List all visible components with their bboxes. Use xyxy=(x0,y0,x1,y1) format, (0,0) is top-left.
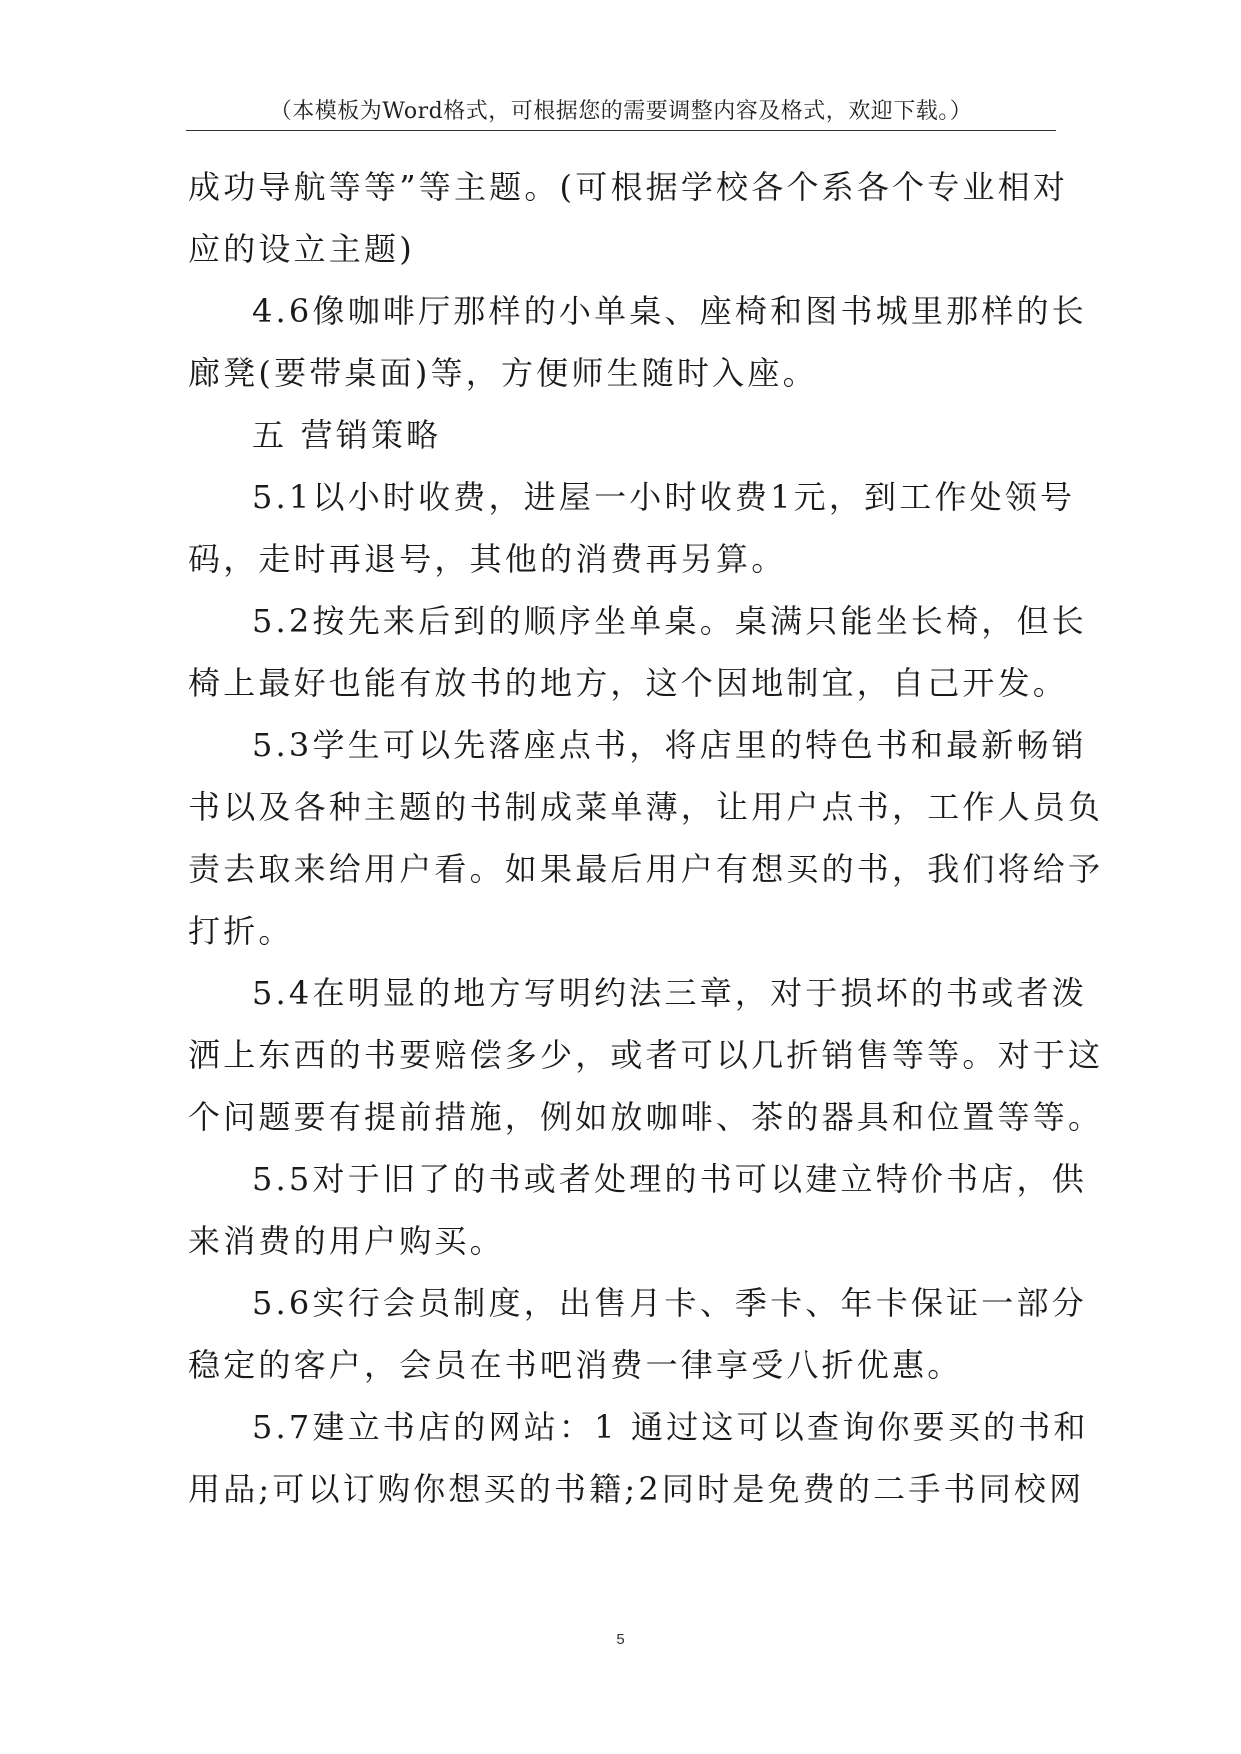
body-line: 廊凳(要带桌面)等，方便师生随时入座。 xyxy=(188,354,818,392)
paragraph-5-7: 5.7建立书店的网站：1 通过这可以查询你要买的书和 xyxy=(252,1408,1089,1446)
paragraph-5-5: 5.5对于旧了的书或者处理的书可以建立特价书店，供 xyxy=(252,1160,1087,1198)
paragraph-5-4: 5.4在明显的地方写明约法三章，对于损坏的书或者泼 xyxy=(252,974,1087,1012)
body-line: 稳定的客户，会员在书吧消费一律享受八折优惠。 xyxy=(188,1346,963,1384)
header-note: （本模板为Word格式，可根据您的需要调整内容及格式，欢迎下载。） xyxy=(269,99,973,124)
body-line: 洒上东西的书要赔偿多少，或者可以几折销售等等。对于这 xyxy=(188,1036,1104,1074)
paragraph-5-6: 5.6实行会员制度，出售月卡、季卡、年卡保证一部分 xyxy=(252,1284,1087,1322)
header-divider xyxy=(186,130,1056,131)
body-line: 用品;可以订购你想买的书籍;2同时是免费的二手书同校网 xyxy=(188,1470,1085,1508)
paragraph-5-1: 5.1以小时收费，进屋一小时收费1元，到工作处领号 xyxy=(252,478,1076,516)
body-line: 成功导航等等”等主题。(可根据学校各个系各个专业相对 xyxy=(188,168,1069,206)
body-line: 个问题要有提前措施，例如放咖啡、茶的器具和位置等等。 xyxy=(188,1098,1104,1136)
page-number: 5 xyxy=(616,1631,625,1648)
body-line: 来消费的用户购买。 xyxy=(188,1222,505,1260)
paragraph-5-3: 5.3学生可以先落座点书，将店里的特色书和最新畅销 xyxy=(252,726,1087,764)
body-line: 椅上最好也能有放书的地方，这个因地制宜，自己开发。 xyxy=(188,664,1069,702)
paragraph-4-6: 4.6像咖啡厅那样的小单桌、座椅和图书城里那样的长 xyxy=(252,292,1087,330)
body-line: 应的设立主题) xyxy=(188,230,415,268)
body-line: 打折。 xyxy=(188,912,294,950)
body-line: 责去取来给用户看。如果最后用户有想买的书，我们将给予 xyxy=(188,850,1104,888)
paragraph-5-2: 5.2按先来后到的顺序坐单桌。桌满只能坐长椅，但长 xyxy=(252,602,1087,640)
body-text xyxy=(188,156,1104,1520)
body-line: 码，走时再退号，其他的消费再另算。 xyxy=(188,540,787,578)
section-heading-marketing: 五 营销策略 xyxy=(252,416,442,454)
body-line: 书以及各种主题的书制成菜单薄，让用户点书，工作人员负 xyxy=(188,788,1104,826)
